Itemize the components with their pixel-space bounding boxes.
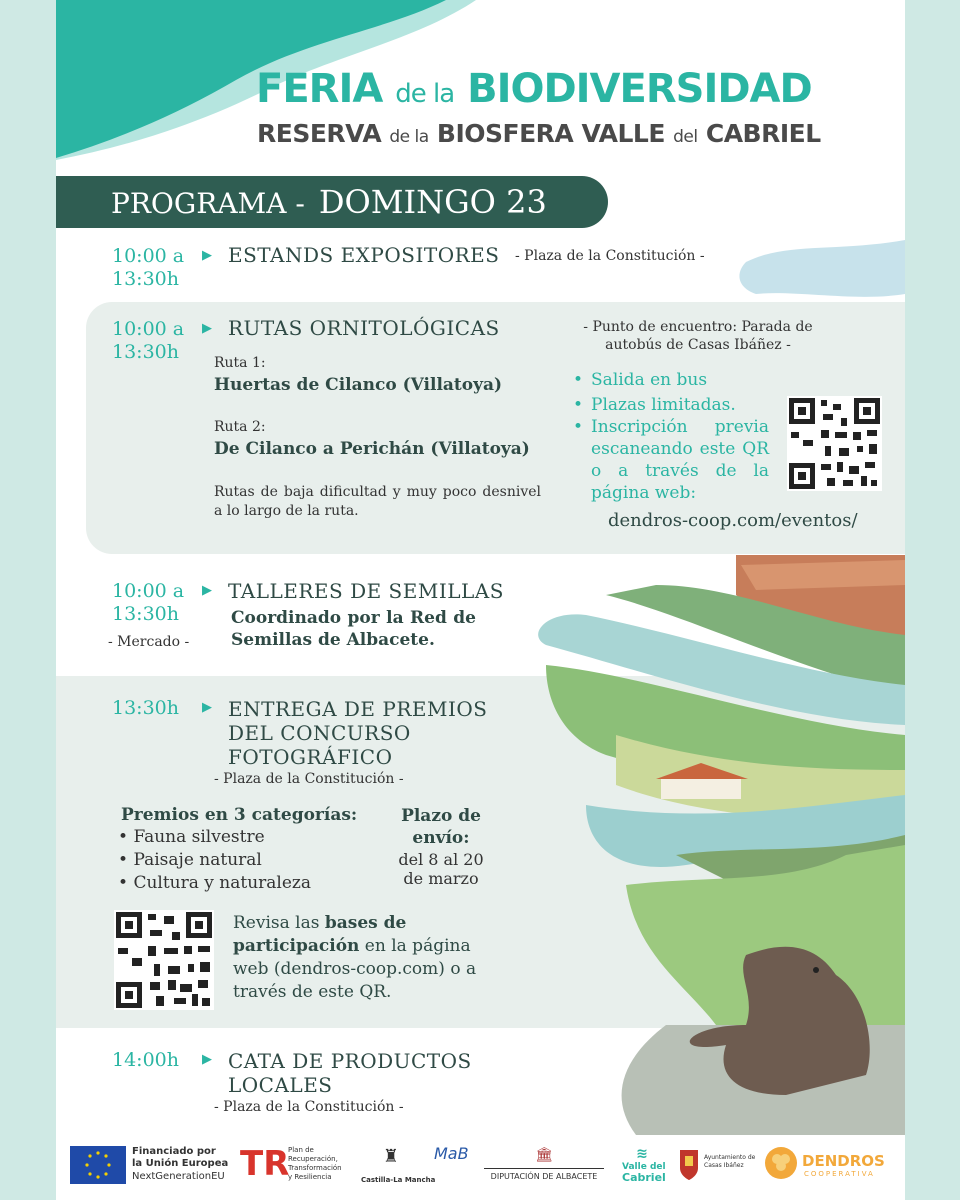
talleres-place: - Mercado -: [108, 634, 190, 650]
ruta1-label: Ruta 1:: [214, 355, 266, 371]
talleres-description: Coordinado por la Red de Semillas de Albacete.: [231, 608, 476, 650]
rutas-meeting-point: - Punto de encuentro: Parada de autobús de Casas Ibáñez -: [583, 319, 813, 353]
ruta1-name: Huertas de Cilanco (Villatoya): [214, 375, 503, 395]
program-banner: PROGRAMA - DOMINGO 23: [56, 176, 608, 228]
premios-place: - Plaza de la Constitución -: [214, 771, 404, 787]
casas-ibanez-logo: Ayuntamiento de Casas Ibáñez: [678, 1146, 700, 1184]
estands-title: ESTANDS EXPOSITORES: [228, 243, 500, 267]
premios-cat-3: • Cultura y naturaleza: [118, 873, 311, 893]
premios-time: 13:30h: [112, 697, 179, 719]
premios-revisa-text: Revisa las bases de participación en la página web (dendros-coop.com) o a través de este QR.: [233, 913, 477, 1002]
premios-categories-title: Premios en 3 categorías:: [121, 805, 358, 825]
talleres-time: 10:00 a 13:30h: [112, 580, 185, 625]
tr-icon: TR: [240, 1144, 290, 1184]
rutas-bullet-1: • Salida en bus: [573, 370, 708, 390]
play-arrow-icon: ▶: [202, 700, 212, 715]
play-arrow-icon: ▶: [202, 321, 212, 336]
watercolor-decoration: [736, 232, 905, 302]
plazo-dates: del 8 al 20 de marzo: [398, 850, 484, 888]
waves-icon: ≋: [636, 1146, 648, 1162]
ruta2-name: De Cilanco a Perichán (Villatoya): [214, 439, 530, 459]
rutas-bullet-2: • Plazas limitadas.: [573, 395, 736, 415]
sponsor-footer: Financiado por la Unión Europea NextGenerationEU TR Plan de Recuperación, Transformación y Resiliencia ♜ Castilla-La Mancha MaB 🏛 DIPUTACIÓN DE ALBACETE ≋ Valle del Cabriel Ayuntamiento de Casas Ibáñez DENDROS COOPERATIVA: [56, 1138, 905, 1200]
page-title: FERIA de la BIODIVERSIDAD: [256, 66, 812, 112]
poster: [56, 0, 905, 1200]
rutas-bullet-3: • Inscripción previa escaneando este QR o a través de la página web:: [573, 417, 769, 503]
valle-cabriel-logo: ≋ Valle del Cabriel: [622, 1146, 666, 1184]
premios-cat-2: • Paisaje natural: [118, 850, 262, 870]
rutas-description: Rutas de baja dificultad y muy poco desnivel a lo largo de la ruta.: [214, 484, 541, 519]
cata-place: - Plaza de la Constitución -: [214, 1099, 404, 1115]
cata-title: CATA DE PRODUCTOS LOCALES: [228, 1049, 472, 1097]
clm-logo: ♜ Castilla-La Mancha: [361, 1146, 436, 1184]
castle-icon: ♜: [382, 1146, 400, 1167]
building-icon: 🏛: [535, 1147, 553, 1163]
diputacion-logo: 🏛 DIPUTACIÓN DE ALBACETE: [484, 1146, 604, 1183]
eu-flag-icon: [70, 1146, 126, 1184]
coat-of-arms-icon: [678, 1146, 700, 1180]
rutas-time: 10:00 a 13:30h: [112, 318, 185, 363]
qr-code-icon[interactable]: [114, 910, 214, 1010]
estands-time: 10:00 a 13:30h: [112, 245, 185, 290]
premios-title: ENTREGA DE PREMIOS DEL CONCURSO FOTOGRÁFICO: [228, 697, 488, 769]
estands-place: - Plaza de la Constitución -: [515, 248, 705, 264]
mab-logo: MaB: [434, 1144, 469, 1163]
play-arrow-icon: ▶: [202, 583, 212, 598]
qr-code-icon[interactable]: [787, 396, 882, 491]
dendros-logo: DENDROS COOPERATIVA: [764, 1146, 798, 1184]
river-landscape-illustration: [486, 555, 905, 1135]
play-arrow-icon: ▶: [202, 248, 212, 263]
rutas-url-link[interactable]: dendros-coop.com/eventos/: [608, 510, 858, 531]
page-subtitle: RESERVA de la BIOSFERA VALLE del CABRIEL: [257, 119, 821, 148]
play-arrow-icon: ▶: [202, 1052, 212, 1067]
ruta2-label: Ruta 2:: [214, 419, 266, 435]
dendros-tree-icon: [764, 1146, 798, 1180]
plazo-title: Plazo de envío:: [401, 806, 481, 848]
cata-time: 14:00h: [112, 1049, 179, 1071]
talleres-title: TALLERES DE SEMILLAS: [228, 579, 504, 603]
rutas-title: RUTAS ORNITOLÓGICAS: [228, 316, 500, 340]
premios-cat-1: • Fauna silvestre: [118, 827, 265, 847]
